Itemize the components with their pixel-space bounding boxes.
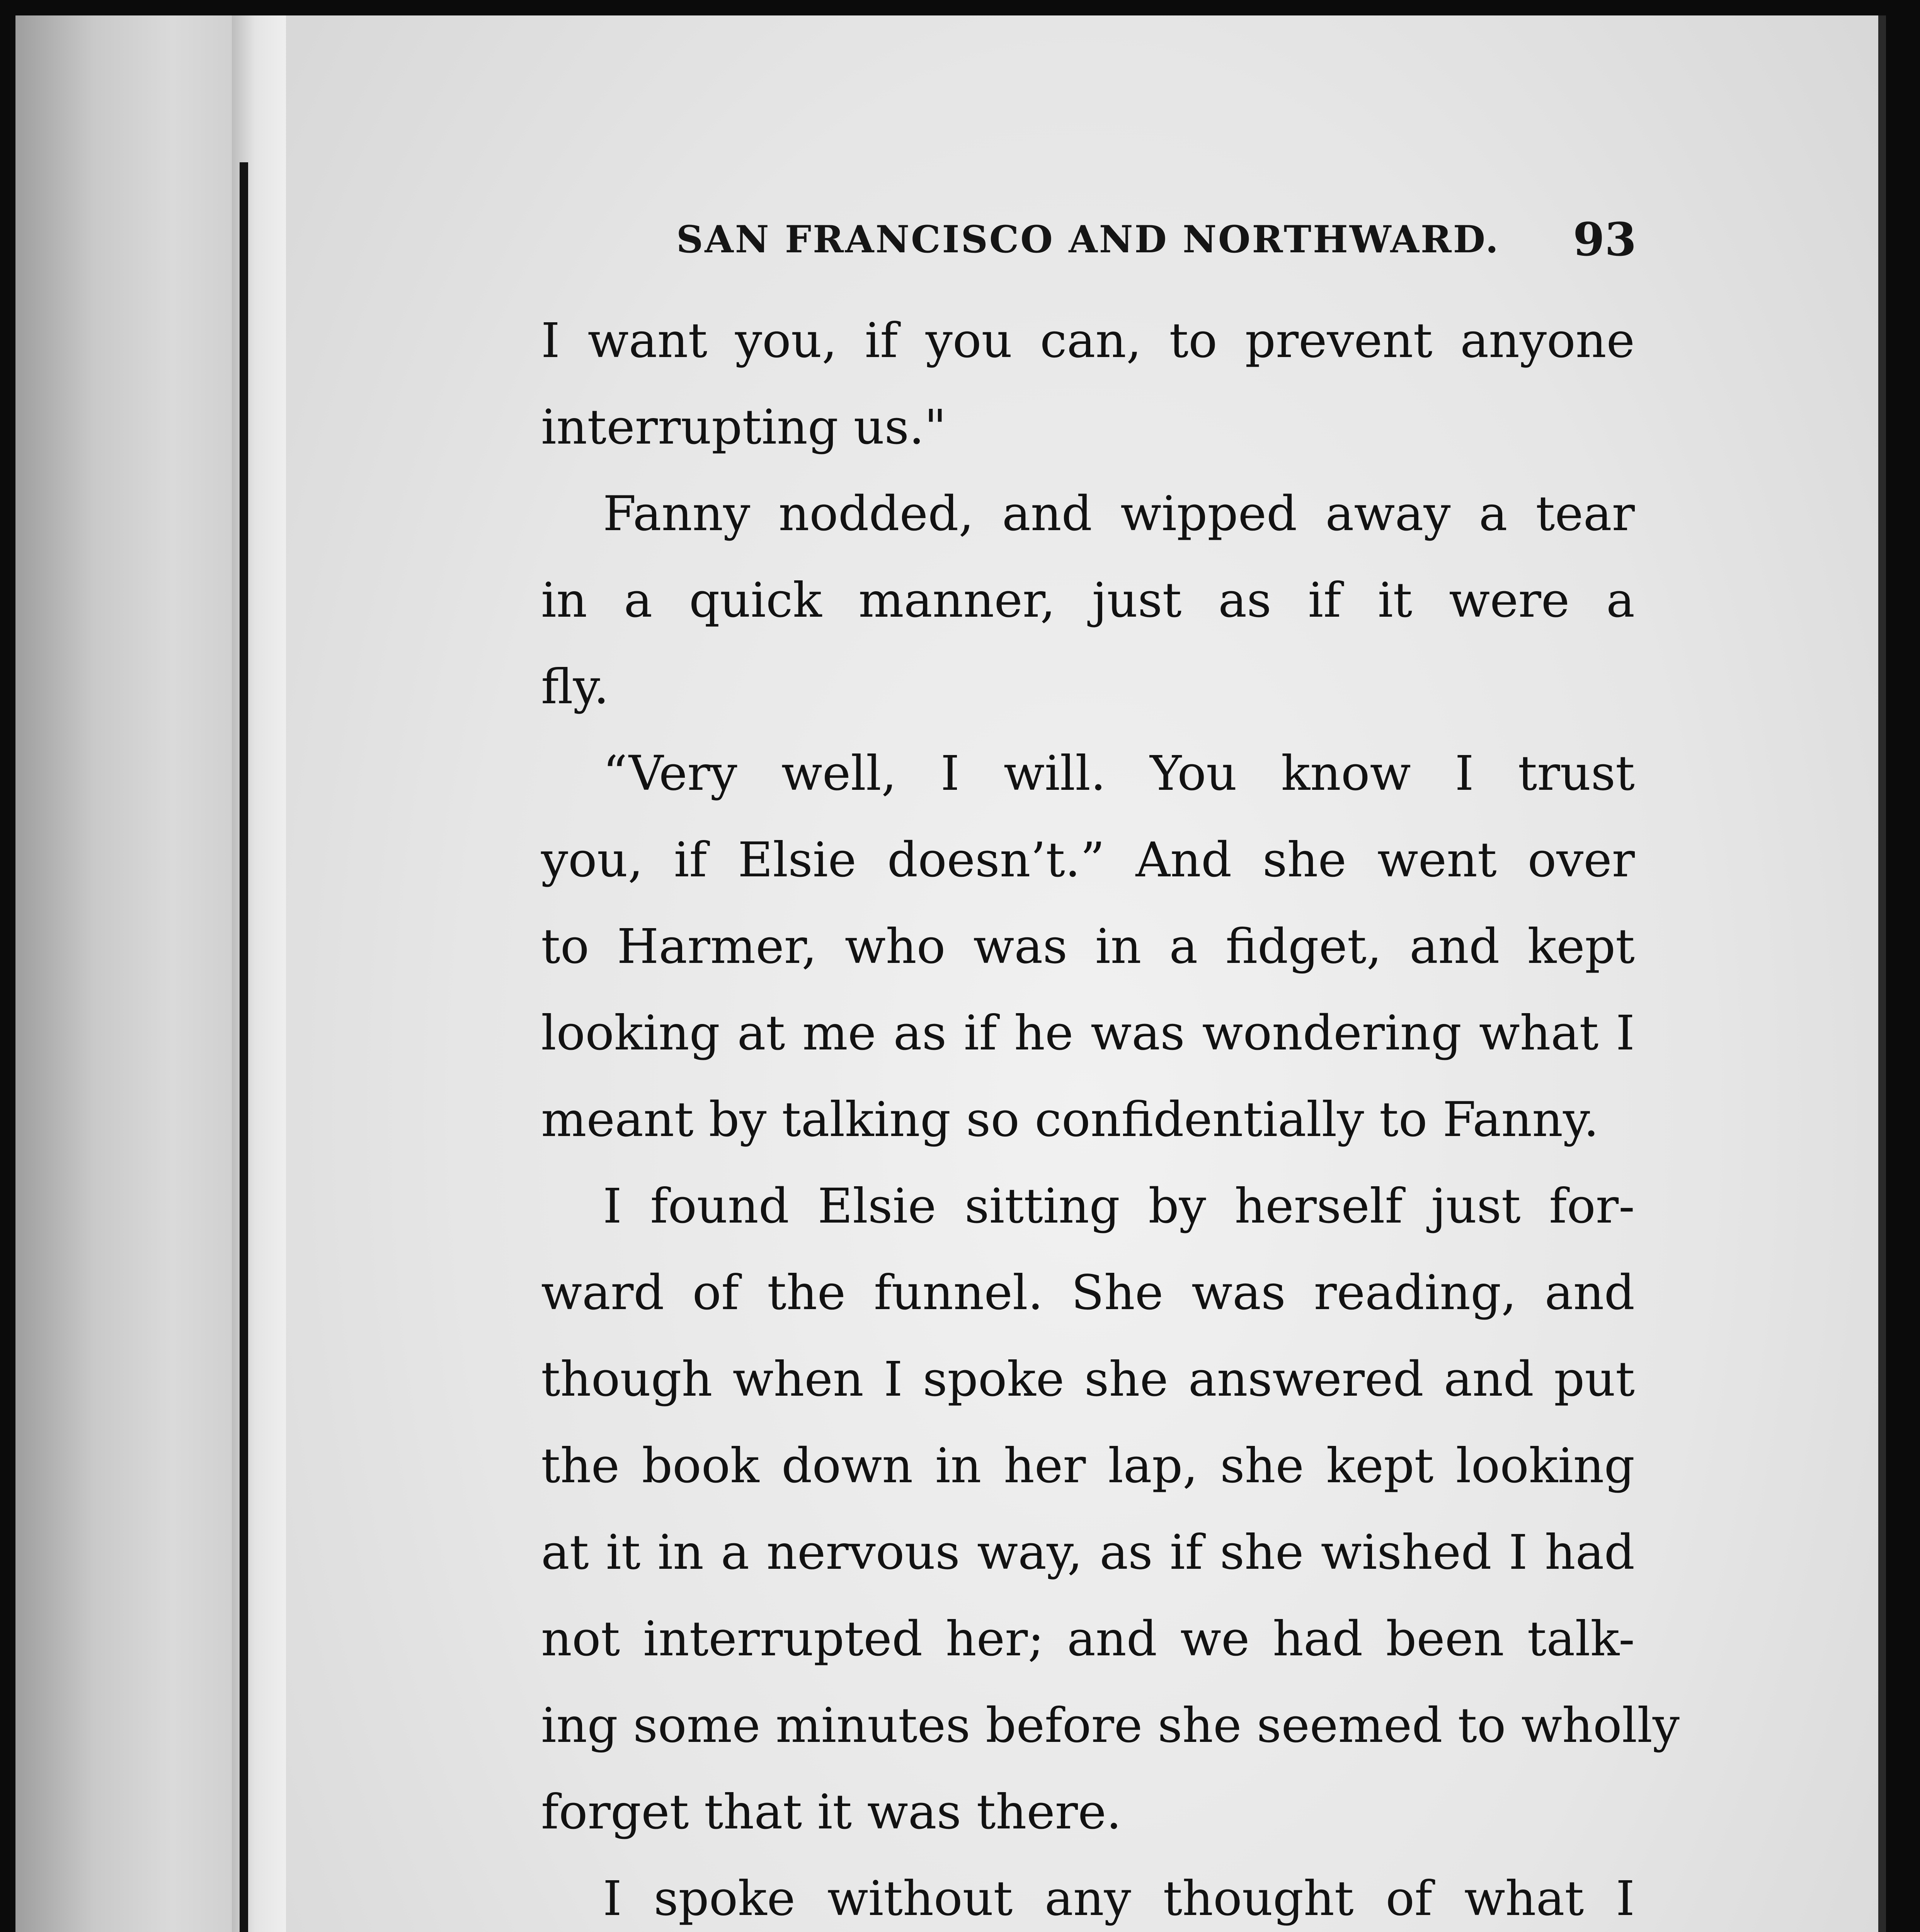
page-number: 93 xyxy=(1573,213,1637,266)
text-line: I found Elsie sitting by herself just for- xyxy=(603,1179,1635,1234)
text-line: I want you, if you can, to prevent anyone xyxy=(541,313,1635,369)
text-line: interrupting us." xyxy=(541,400,946,455)
page-right-edge xyxy=(1878,15,1886,1932)
text-line: ing some minutes before she seemed to wholly xyxy=(541,1698,1680,1753)
text-line: at it in a nervous way, as if she wished I had xyxy=(541,1525,1635,1580)
text-line: I spoke without any thought of what I xyxy=(603,1871,1635,1927)
text-line: forget that it was there. xyxy=(541,1784,1122,1840)
text-line: though when I spoke she answered and put xyxy=(541,1352,1635,1407)
text-line: “Very well, I will. You know I trust xyxy=(603,746,1635,801)
text-line: the book down in her lap, she kept looking xyxy=(541,1438,1635,1494)
text-line: looking at me as if he was wondering what I xyxy=(541,1005,1635,1061)
text-line: meant by talking so confidentially to Fanny. xyxy=(541,1092,1599,1148)
text-line: you, if Elsie doesn’t.” And she went over xyxy=(541,832,1635,888)
facing-page-edge xyxy=(15,15,240,1932)
text-line: fly. xyxy=(541,659,609,715)
text-line: not interrupted her; and we had been talk- xyxy=(541,1611,1635,1667)
binding-shadow xyxy=(240,162,248,1932)
running-head: SAN FRANCISCO AND NORTHWARD. xyxy=(676,218,1500,261)
text-line: ward of the funnel. She was reading, and xyxy=(541,1265,1635,1321)
text-line: in a quick manner, just as if it were a xyxy=(541,573,1635,628)
text-line: Fanny nodded, and wipped away a tear xyxy=(603,486,1635,542)
body-text xyxy=(541,298,1680,1932)
text-line: to Harmer, who was in a fidget, and kept xyxy=(541,919,1635,975)
